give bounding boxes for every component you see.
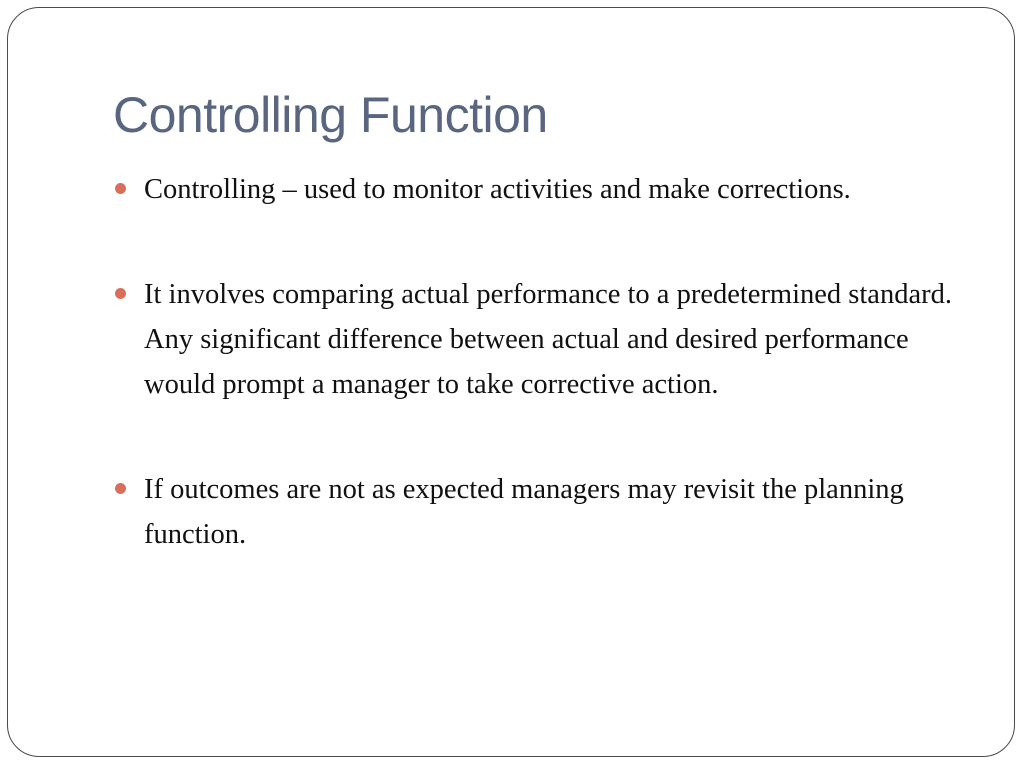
bullet-text: Controlling – used to monitor activities and make corrections. bbox=[144, 174, 851, 205]
bullet-dot-icon bbox=[115, 288, 126, 299]
slide-title: Controlling Function bbox=[113, 87, 548, 143]
bullet-item bbox=[113, 467, 973, 557]
bullet-item bbox=[113, 272, 973, 407]
bullet-dot-icon bbox=[115, 483, 126, 494]
bullet-text: It involves comparing actual performance to a predetermined standard. Any significant difference between actual and desired performance would prompt a manager to take corrective action. bbox=[144, 279, 952, 400]
bullet-dot-icon bbox=[115, 183, 126, 194]
bullet-text: If outcomes are not as expected managers may revisit the planning function. bbox=[144, 474, 904, 550]
bullet-list bbox=[113, 167, 973, 557]
bullet-item bbox=[113, 167, 973, 212]
